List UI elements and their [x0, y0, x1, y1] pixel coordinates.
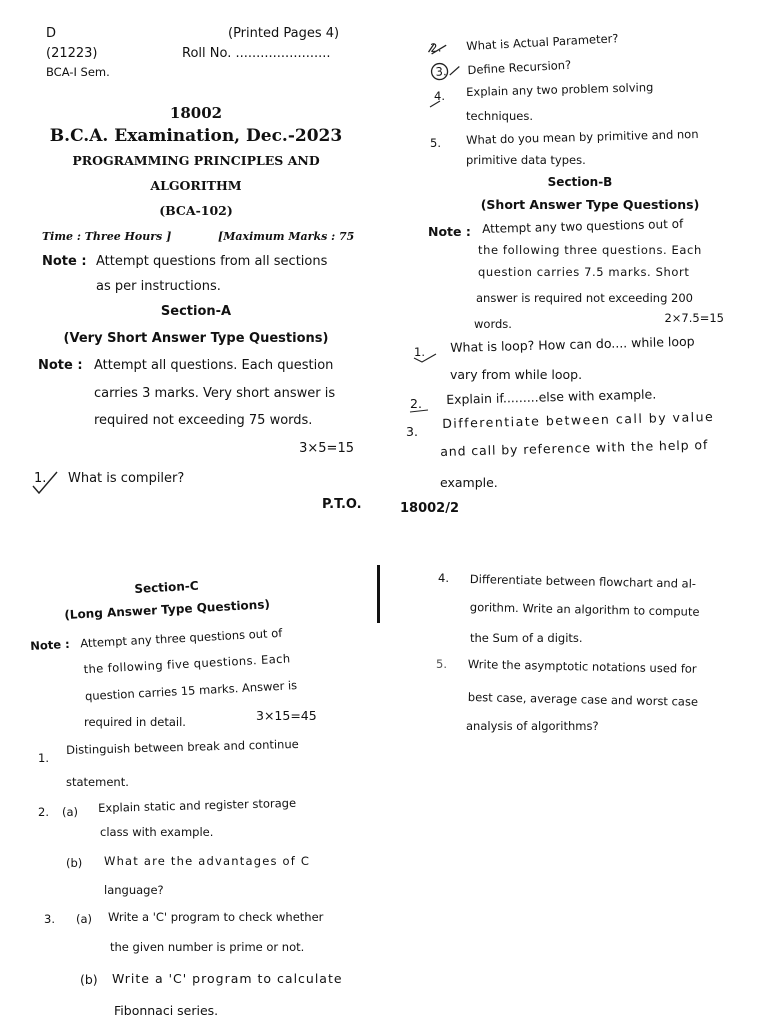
c3b-line-1: Write a 'C' program to calculate	[112, 971, 343, 986]
section-a-subtitle: (Very Short Answer Type Questions)	[63, 331, 329, 346]
q5-line-2: primitive data types.	[466, 153, 586, 167]
note-c-line-1-text: Attempt any three questions out of	[79, 625, 283, 651]
note-2-label: Note :	[38, 358, 83, 373]
c1-number: 1.	[38, 751, 49, 765]
b1-line-2: vary from while loop.	[450, 367, 583, 382]
c1-line-2: statement.	[66, 775, 129, 789]
printed-pages: (Printed Pages 4)	[228, 26, 340, 41]
check-mark-icon	[30, 470, 60, 496]
subject-line-1: PROGRAMMING PRINCIPLES AND	[72, 153, 320, 168]
note-b-line-2: the following three questions. Each	[478, 243, 702, 257]
q3-text: Define Recursion?	[467, 57, 572, 78]
tick-mark-icon	[426, 39, 453, 58]
section-b-marks: 2×7.5=15	[664, 311, 724, 325]
c3b-label: (b)	[80, 972, 98, 987]
note-b-line-1: Attempt any two questions out of	[482, 216, 684, 236]
section-b-title: Section-B	[547, 175, 613, 189]
c4-number: 4.	[438, 571, 449, 585]
note-2-line-2: carries 3 marks. Very short answer is	[94, 386, 336, 401]
c5-number: 5.	[436, 657, 447, 671]
note-b-line-3: question carries 7.5 marks. Short	[478, 265, 690, 279]
c2b-line-1: What are the advantages of C	[104, 854, 311, 868]
q2-text: What is Actual Parameter?	[465, 31, 619, 54]
paper-code: 18002	[169, 104, 223, 122]
q5-line-1: What do you mean by primitive and non	[465, 126, 699, 147]
section-a-marks: 3×5=15	[299, 441, 354, 456]
section-b-subtitle: (Short Answer Type Questions)	[480, 197, 700, 212]
c3a-line-2: the given number is prime or not.	[110, 940, 305, 954]
semester: BCA-I Sem.	[46, 65, 110, 79]
note-c-line-4: required in detail.	[84, 715, 186, 729]
q5-number: 5.	[430, 136, 441, 150]
page-footer-code: 18002/2	[400, 501, 460, 516]
pto-label: P.T.O.	[322, 497, 362, 512]
c4-line-2: gorithm. Write an algorithm to compute	[469, 600, 700, 619]
c5-line-1: Write the asymptotic notations used for	[467, 657, 697, 676]
note-b-label: Note :	[428, 224, 471, 239]
c5-line-2: best case, average case and worst case	[467, 690, 699, 709]
section-c-title: Section-C	[134, 578, 199, 596]
c3a-label: (a)	[76, 912, 93, 926]
section-a-title: Section-A	[160, 304, 232, 319]
section-c-subtitle: (Long Answer Type Questions)	[64, 597, 271, 622]
tick-mark-icon	[408, 404, 432, 416]
b1-line-1: What is loop? How can do.... while loop	[450, 333, 695, 355]
c2a-line-1: Explain static and register storage	[97, 795, 297, 815]
subject-line-2: ALGORITHM	[150, 178, 242, 193]
section-c-marks: 3×15=45	[256, 708, 317, 723]
circle-mark-icon	[429, 60, 464, 84]
q3-number: 3.	[435, 64, 447, 79]
note-c-line-3: question carries 15 marks. Answer is	[84, 678, 298, 704]
course-code: (BCA-102)	[159, 203, 233, 218]
code-number: (21223)	[46, 46, 98, 61]
note-b-line-5: words.	[474, 317, 512, 331]
c3-number: 3.	[44, 912, 55, 926]
q4-number: 4.	[434, 89, 445, 103]
note-2-line-1: Attempt all questions. Each question	[94, 358, 334, 373]
b2-text: Explain if.........else with example.	[446, 386, 657, 407]
b2-number: 2.	[410, 396, 422, 411]
q1-number: 1.	[34, 471, 47, 486]
q2-number: 2.	[429, 40, 442, 55]
roll-number: Roll No. .......................	[182, 46, 331, 61]
c2-number: 2.	[38, 805, 49, 819]
note-b-line-4: answer is required not exceeding 200	[476, 291, 694, 305]
q1-text: What is compiler?	[68, 471, 185, 486]
b1-number: 1.	[414, 345, 425, 359]
c2a-label: (a)	[62, 805, 79, 819]
tick-mark-icon	[428, 98, 444, 110]
exam-title: B.C.A. Examination, Dec.-2023	[49, 126, 343, 146]
b3-line-2: and call by reference with the help of	[440, 436, 709, 459]
note-line-1: Attempt questions from all sections	[96, 254, 328, 269]
q4-line-2: techniques.	[466, 109, 533, 123]
c3a-line-1: Write a 'C' program to check whether	[108, 910, 324, 924]
page-fold-shadow	[377, 565, 380, 623]
code-letter: D	[46, 26, 57, 41]
note-line-2: as per instructions.	[96, 279, 221, 294]
c3b-line-2: Fibonnaci series.	[114, 1003, 219, 1018]
b3-line-1: Differentiate between call by value	[442, 408, 715, 431]
note-2-line-3: required not exceeding 75 words.	[94, 413, 313, 428]
exam-time: Time : Three Hours ]	[42, 230, 172, 243]
c4-line-1: Differentiate between flowchart and al-	[469, 572, 697, 591]
tick-mark-icon	[412, 350, 440, 366]
note-c-line-1	[80, 627, 283, 651]
c4-line-3: the Sum of a digits.	[470, 631, 583, 645]
note-c-line-2: the following five questions. Each	[83, 651, 291, 677]
c2b-line-2: language?	[104, 883, 164, 897]
note-label: Note :	[42, 254, 87, 269]
b3-line-3: example.	[440, 475, 498, 490]
c2a-line-2: class with example.	[100, 825, 214, 839]
c2b-label: (b)	[66, 856, 83, 870]
q4-text: Explain any two problem solving	[465, 80, 654, 99]
c5-line-3: analysis of algorithms?	[466, 719, 599, 733]
max-marks: [Maximum Marks : 75	[218, 230, 355, 243]
b3-number: 3.	[406, 424, 418, 439]
note-c-label: Note :	[29, 636, 71, 653]
c1-line-1: Distinguish between break and continue	[65, 736, 299, 757]
